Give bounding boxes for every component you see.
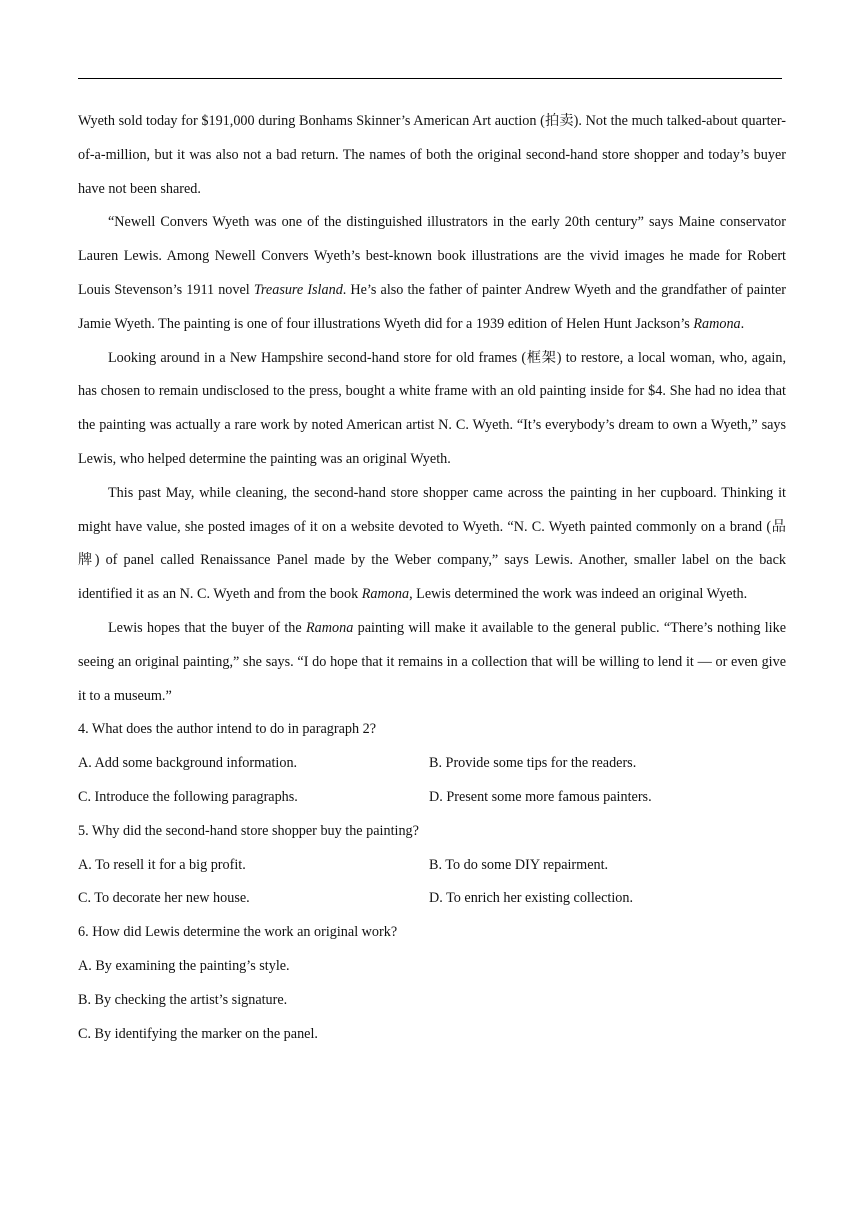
question-4-option-b[interactable]: B. Provide some tips for the readers.	[429, 755, 637, 772]
passage-paragraph-1	[78, 105, 786, 206]
question-5-option-c[interactable]: C. To decorate her new house.	[78, 890, 250, 907]
paragraph-text: painting will make it available to the general public. “There’s nothing like seeing an original painting,” she says. “I do hope that it remains in a collection that will be willing to lend it — or even give it to a museum.”	[78, 619, 786, 704]
paragraph-text: . He’s also the father of painter Andrew Wyeth and the grandfather of painter Jamie Wyeth. The painting is one of four illustrations Wyeth did for a 1939 edition of Helen Hunt Jackson’s	[78, 281, 786, 332]
paragraph-text: , Lewis determined the work was indeed an original Wyeth.	[409, 586, 748, 603]
question-4-options-row-1	[78, 747, 786, 781]
book-title: Treasure Island	[253, 281, 343, 298]
question-5-options-row-1	[78, 849, 786, 883]
paragraph-text: This past May, while cleaning, the second-hand store shopper came across the painting in her cupboard. Thinking it might have value, she posted images of it on a website devoted to Wyeth. “N. C. Wyeth painted commonly on a brand (品牌) of panel called Renaissance Panel made by the Weber company,” says Lewis. Another, smaller label on the back identified it as an N. C. Wyeth and from the book	[78, 484, 786, 603]
passage-paragraph-4	[78, 477, 786, 612]
question-4-option-d[interactable]: D. Present some more famous painters.	[429, 788, 652, 805]
passage-paragraph-3	[78, 342, 786, 477]
paragraph-text: Looking around in a New Hampshire second-hand store for old frames (框架) to restore, a local woman, who, again, has chosen to remain undisclosed to the press, bought a white frame with an old painting inside for $4. She had no idea that the painting was actually a rare work by noted American artist N. C. Wyeth. “It’s everybody’s dream to own a Wyeth,” says Lewis, who helped determine the painting was an original Wyeth.	[78, 349, 786, 467]
question-5-option-a[interactable]: A. To resell it for a big profit.	[78, 856, 246, 873]
question-4-stem: 4. What does the author intend to do in paragraph 2?	[78, 721, 376, 738]
question-4-option-a[interactable]: A. Add some background information.	[78, 755, 298, 772]
question-4-options-row-2	[78, 781, 786, 815]
question-6-stem: 6. How did Lewis determine the work an original work?	[78, 924, 398, 941]
passage-paragraph-2	[78, 206, 786, 341]
question-5-option-d[interactable]: D. To enrich her existing collection.	[429, 890, 634, 907]
passage-paragraph-5	[78, 612, 786, 713]
paragraph-text: .	[740, 315, 745, 332]
question-4-option-c[interactable]: C. Introduce the following paragraphs.	[78, 788, 298, 805]
header-rule	[78, 78, 782, 79]
paragraph-text: Lewis hopes that the buyer of the	[108, 619, 307, 636]
document-body	[78, 105, 786, 1051]
paragraph-text: “Newell Convers Wyeth was one of the distinguished illustrators in the early 20th century” says Maine conservator Lauren Lewis. Among Newell Convers Wyeth’s best-known book illustrations are the vivid images he made for Robert Louis Stevenson’s 1911 novel	[78, 214, 786, 298]
question-6-option-b[interactable]: B. By checking the artist’s signature.	[78, 991, 288, 1008]
book-title: Ramona	[361, 586, 410, 603]
book-title: Ramona	[693, 315, 741, 332]
paragraph-text: Wyeth sold today for $191,000 during Bonhams Skinner’s American Art auction (拍卖). Not the much talked-about quarter-of-a-million, but it was also not a bad return. The names of both the original second-hand store shopper and today’s buyer have not been shared.	[78, 113, 786, 197]
question-6-option-a[interactable]: A. By examining the painting’s style.	[78, 957, 290, 974]
book-title: Ramona	[306, 619, 354, 636]
question-5-stem: 5. Why did the second-hand store shopper buy the painting?	[78, 822, 419, 839]
question-5-options-row-2	[78, 882, 786, 916]
question-5-option-b[interactable]: B. To do some DIY repairment.	[429, 856, 609, 873]
question-6-option-c[interactable]: C. By identifying the marker on the panel.	[78, 1025, 318, 1042]
